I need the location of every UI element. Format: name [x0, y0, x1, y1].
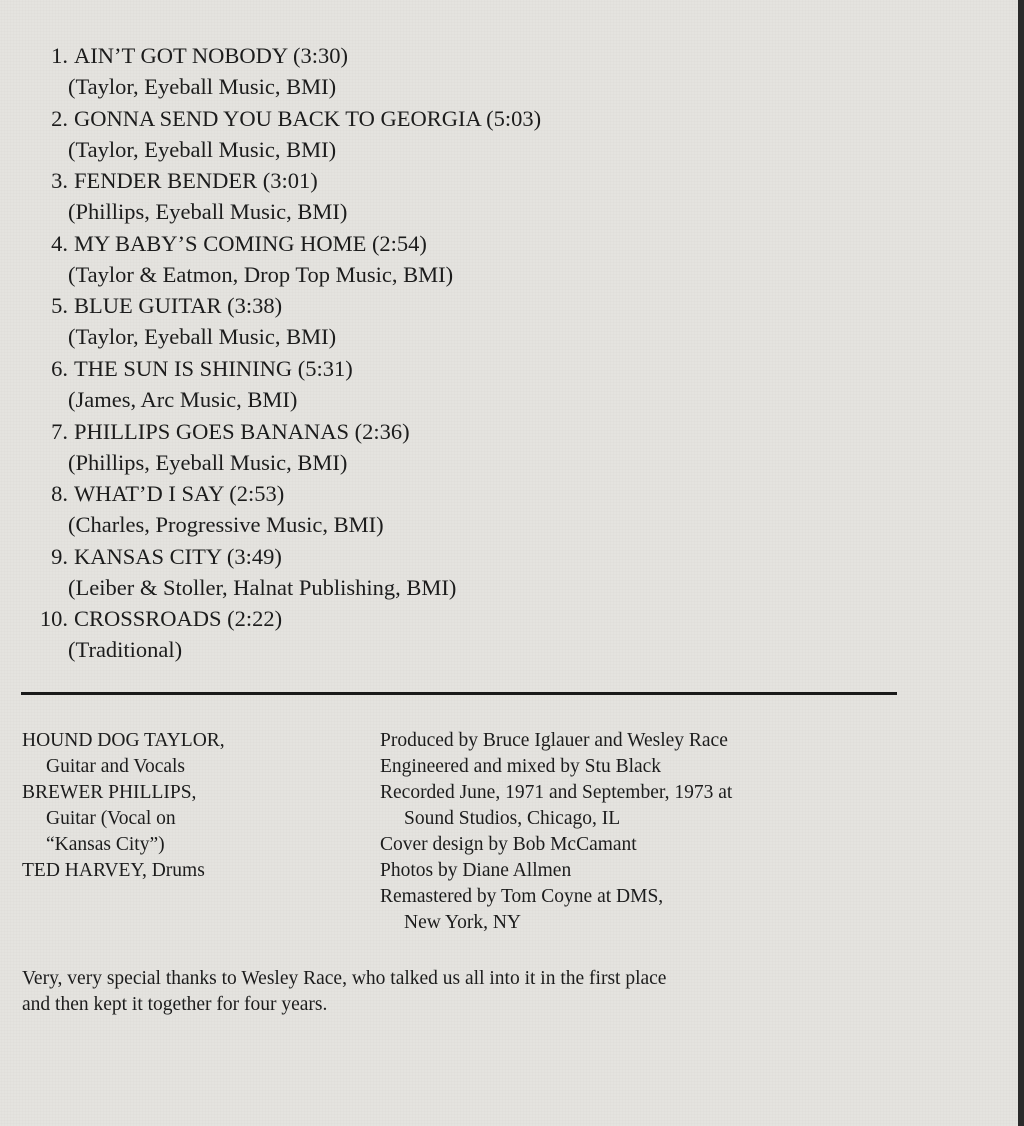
production-line: New York, NY [404, 912, 522, 933]
track-title: AIN’T GOT NOBODY (3:30) [74, 43, 348, 68]
production-line: Photos by Diane Allmen [380, 860, 572, 881]
section-divider [21, 692, 897, 695]
track-title-line [20, 478, 720, 509]
track-title-line [20, 416, 720, 447]
track-title-line [20, 541, 720, 572]
track-title-line [20, 40, 720, 71]
track-credit: (Charles, Progressive Music, BMI) [68, 512, 384, 538]
special-thanks [22, 966, 922, 1018]
track-item [20, 103, 720, 166]
track-title-line [20, 228, 720, 259]
musician-role: Guitar (Vocal on [46, 808, 176, 829]
production-line: Engineered and mixed by Stu Black [380, 756, 662, 777]
track-number: 4. [51, 230, 68, 256]
track-number: 6. [51, 355, 68, 381]
track-number: 1. [51, 43, 68, 68]
track-credit: (Taylor, Eyeball Music, BMI) [68, 136, 337, 162]
track-number: 7. [51, 418, 68, 444]
track-credit: (Taylor, Eyeball Music, BMI) [68, 74, 337, 99]
musician-role: Guitar and Vocals [46, 756, 186, 777]
track-title-line [20, 603, 720, 634]
track-item [20, 416, 720, 479]
track-credit: (Leiber & Stoller, Halnat Publishing, BMI) [68, 574, 457, 600]
thanks-line: Very, very special thanks to Wesley Race, who talked us all into it in the first place [22, 968, 667, 989]
musician-name: HOUND DOG TAYLOR, [22, 730, 225, 751]
track-credit: (Taylor & Eatmon, Drop Top Music, BMI) [68, 261, 454, 287]
track-title-line [20, 165, 720, 196]
track-title: MY BABY’S COMING HOME (2:54) [74, 230, 427, 256]
track-item [20, 353, 720, 416]
track-list [20, 40, 720, 666]
production-line: Cover design by Bob McCamant [380, 834, 637, 855]
track-title: CROSSROADS (2:22) [74, 606, 283, 632]
track-number: 9. [51, 543, 68, 569]
personnel-credits [22, 728, 352, 884]
track-item [20, 603, 720, 666]
track-title: THE SUN IS SHINING (5:31) [74, 355, 353, 381]
production-line: Remastered by Tom Coyne at DMS, [380, 886, 664, 907]
track-credit: (Taylor, Eyeball Music, BMI) [68, 324, 337, 350]
track-number: 5. [51, 293, 68, 319]
musician-name: BREWER PHILLIPS, [22, 782, 197, 803]
production-line: Sound Studios, Chicago, IL [404, 808, 621, 829]
track-title: PHILLIPS GOES BANANAS (2:36) [74, 418, 410, 444]
musician-role: “Kansas City”) [46, 834, 165, 855]
track-item [20, 290, 720, 353]
track-item [20, 228, 720, 291]
production-line: Produced by Bruce Iglauer and Wesley Race [380, 730, 728, 751]
track-title: GONNA SEND YOU BACK TO GEORGIA (5:03) [74, 105, 542, 131]
track-title-line [20, 103, 720, 134]
track-title: WHAT’D I SAY (2:53) [74, 481, 285, 507]
musician-name: TED HARVEY, Drums [22, 860, 205, 881]
track-title: FENDER BENDER (3:01) [74, 168, 318, 194]
production-line: Recorded June, 1971 and September, 1973 at [380, 782, 733, 803]
track-item [20, 165, 720, 228]
track-number: 3. [51, 168, 68, 194]
track-item [20, 541, 720, 604]
track-title: KANSAS CITY (3:49) [74, 543, 282, 569]
track-title-line [20, 353, 720, 384]
track-item [20, 40, 720, 103]
track-title-line [20, 290, 720, 321]
track-number: 10. [39, 606, 68, 632]
track-credit: (James, Arc Music, BMI) [68, 386, 298, 412]
production-credits [380, 728, 940, 936]
thanks-line: and then kept it together for four years. [22, 994, 328, 1015]
track-title: BLUE GUITAR (3:38) [74, 293, 283, 319]
track-credit: (Phillips, Eyeball Music, BMI) [68, 199, 348, 225]
scan-edge [1018, 0, 1024, 1126]
track-credit: (Phillips, Eyeball Music, BMI) [68, 449, 348, 475]
track-credit: (Traditional) [68, 637, 183, 663]
track-number: 8. [51, 481, 68, 507]
track-number: 2. [51, 105, 68, 131]
track-item [20, 478, 720, 541]
